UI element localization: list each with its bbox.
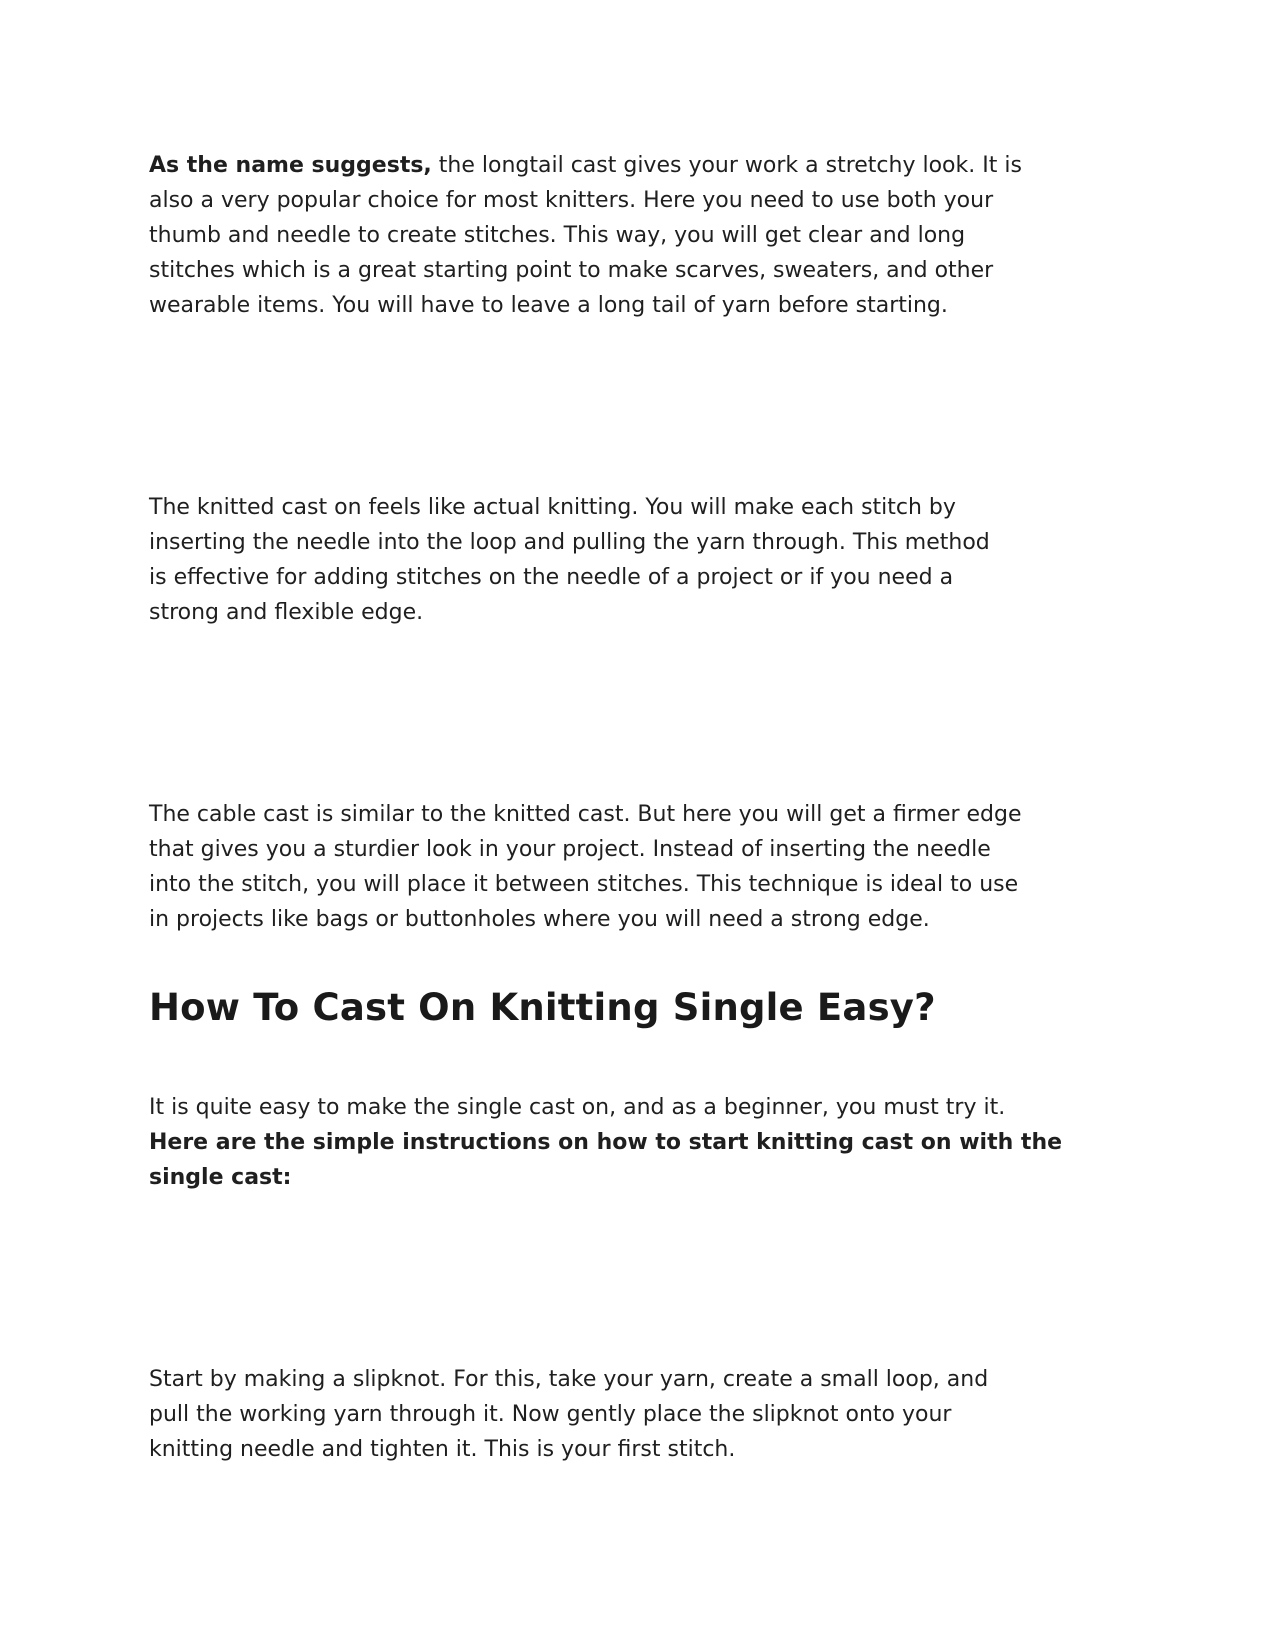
paragraph-line-bold: single cast: xyxy=(149,1165,292,1190)
paragraph-line: strong and flexible edge. xyxy=(149,600,424,625)
paragraph-longtail-cast xyxy=(149,148,1134,323)
paragraph-slipknot-step xyxy=(149,1362,1134,1467)
paragraph-line: stitches which is a great starting point to make scarves, sweaters, and other xyxy=(149,258,994,283)
paragraph-line: thumb and needle to create stitches. This way, you will get clear and long xyxy=(149,223,966,248)
paragraph-line: inserting the needle into the loop and pulling the yarn through. This method xyxy=(149,530,990,555)
paragraph-line: pull the working yarn through it. Now gently place the slipknot onto your xyxy=(149,1402,952,1427)
paragraph-line: into the stitch, you will place it between stitches. This technique is ideal to use xyxy=(149,872,1019,897)
paragraph-line-bold: Here are the simple instructions on how to start knitting cast on with the xyxy=(149,1130,1063,1155)
paragraph-line: in projects like bags or buttonholes where you will need a strong edge. xyxy=(149,907,930,932)
paragraph-line: It is quite easy to make the single cast on, and as a beginner, you must try it. xyxy=(149,1095,1006,1120)
bold-lead-text: As the name suggests, xyxy=(149,153,432,178)
paragraph-line: wearable items. You will have to leave a long tail of yarn before starting. xyxy=(149,293,948,318)
paragraph-line: knitting needle and tighten it. This is your first stitch. xyxy=(149,1437,736,1462)
paragraph-line: also a very popular choice for most knitters. Here you need to use both your xyxy=(149,188,994,213)
paragraph-line: The knitted cast on feels like actual knitting. You will make each stitch by xyxy=(149,495,956,520)
paragraph-line: Start by making a slipknot. For this, take your yarn, create a small loop, and xyxy=(149,1367,989,1392)
line-text: the longtail cast gives your work a stretchy look. It is xyxy=(431,153,1022,178)
paragraph-line: The cable cast is similar to the knitted cast. But here you will get a firmer edge xyxy=(149,802,1022,827)
paragraph-line xyxy=(149,148,1134,183)
paragraph-line: that gives you a sturdier look in your project. Instead of inserting the needle xyxy=(149,837,991,862)
paragraph-line: is effective for adding stitches on the needle of a project or if you need a xyxy=(149,565,954,590)
paragraph-single-cast-intro xyxy=(149,1090,1134,1195)
section-heading: How To Cast On Knitting Single Easy? xyxy=(149,986,936,1029)
paragraph-knitted-cast xyxy=(149,490,1134,630)
paragraph-cable-cast xyxy=(149,797,1134,937)
